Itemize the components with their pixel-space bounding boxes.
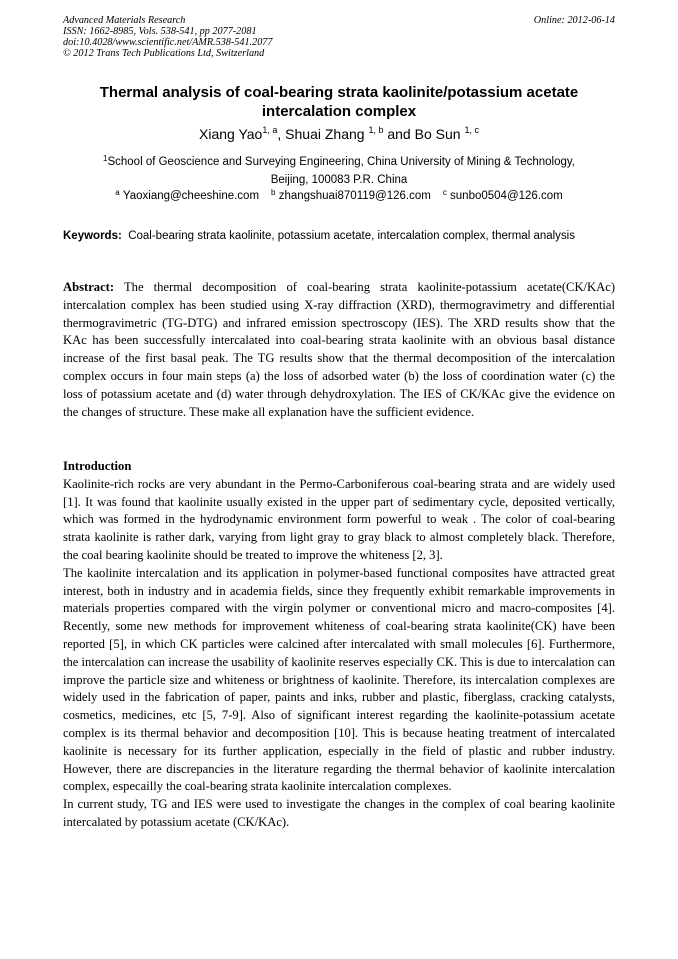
journal-doi: doi:10.4028/www.scientific.net/AMR.538-541.2077 xyxy=(63,37,273,48)
email-list xyxy=(63,188,615,204)
journal-name: Advanced Materials Research xyxy=(63,15,186,26)
affiliation-text: School of Geoscience and Surveying Engineering, China University of Mining & Technology, xyxy=(107,156,575,168)
paragraph: Kaolinite-rich rocks are very abundant in the Permo-Carboniferous coal-bearing strata and are widely used [1]. It was found that kaolinite usually existed in the upper part of sedimentary cycle, deposited vertically, which was formed in the hydrodynamic environment form powerful to weak . The color of coal-bearing strata kaolinite is rather dark, varying from light gray to gray black to almost completely black. Therefore, the coal bearing kaolinite should be treated to improve the whiteness [2, 3]. xyxy=(63,476,615,562)
online-date: Online: 2012-06-14 xyxy=(533,15,615,26)
author-name: Shuai Zhang xyxy=(285,126,365,142)
keywords-text: Coal-bearing strata kaolinite, potassium acetate, intercalation complex, thermal analysis xyxy=(128,230,575,242)
author-name: Xiang Yao xyxy=(199,126,263,142)
affiliation-line-1 xyxy=(63,153,615,171)
author-list xyxy=(63,125,615,143)
abstract-text: The thermal decomposition of coal-bearing strata kaolinite-potassium acetate(CK/KAc) intercalation complex has been studied using X-ray diffraction (XRD), thermogravimetry and differential thermogravimetric (TG-DTG) and infrared emission spectroscopy (IES). The XRD results show that the KAc has been successfully intercalated into coal-bearing strata kaolinite with an obvious basal distance increase of the first basal peak. The TG results show that the thermal decomposition of the intercalation complex occurs in four main steps (a) the loss of adsorbed water (b) the loss of coordination water (c) the loss of potassium acetate and (d) water through dehydroxylation. The IES of CK/KAc give the evidence on the changes of structure. These make all explanation have the sufficient evidence. xyxy=(63,280,616,419)
keywords xyxy=(63,228,615,244)
author-separator: and xyxy=(383,126,415,142)
introduction-section xyxy=(63,458,615,832)
email-address[interactable]: Yaoxiang@cheeshine.com xyxy=(122,190,260,202)
paragraph: In current study, TG and IES were used to investigate the changes in the complex of coal bearing kaolinite intercalated by potassium acetate (CK/KAc). xyxy=(63,797,615,829)
abstract xyxy=(63,279,615,421)
paper-title: Thermal analysis of coal-bearing strata kaolinite/potassium acetate intercalation complex xyxy=(99,84,579,120)
journal-header xyxy=(63,15,615,59)
email-mark: b xyxy=(271,188,276,197)
email-address[interactable]: sunbo0504@126.com xyxy=(450,190,563,202)
abstract-label: Abstract: xyxy=(63,280,115,294)
paragraph: The kaolinite intercalation and its application in polymer-based functional composites have attracted great interest, both in industry and in academia fields, since they frequently exhibit remarkable improvements in materials properties compared with the virgin polymer or conventional micro and macro-composites [4]. Recently, some new methods for improvement whiteness of coal-bearing strata kaolinite(CK) have been reported [5], in which CK particles were calcined after intercalated with small molecules [6]. Furthermore, the intercalation can increase the usability of kaolinite reserves especially CK. This is due to intercalation can improve the particle size and whiteness or brightness of kaolinite. Therefore, its intercalation complexes are widely used in the fabrication of paper, paints and inks, rubber and plastic, fiberglass, cracking catalysts, cosmetics, medicines, etc [5, 7-9]. Also of significant interest regarding the kaolinite-potassium acetate complex is its thermal behavior and decomposition [10]. This is because heating treatment of intercalated kaolinite is necessary for its further application, especially in the field of plastic and rubber industry. However, there are discrepancies in the literature regarding the thermal behavior of kaolinite intercalation complex, especailly the coal-bearing strata kaolinite intercalation complexes. xyxy=(63,565,615,794)
affiliation-line-2: Beijing, 100083 P.R. China xyxy=(270,174,408,186)
affiliation xyxy=(63,153,615,189)
email-mark: a xyxy=(115,188,120,197)
journal-issn: ISSN: 1662-8985, Vols. 538-541, pp 2077-2081 xyxy=(63,26,257,37)
author-separator: , xyxy=(277,126,286,142)
email-mark: c xyxy=(442,188,447,197)
keywords-label: Keywords: xyxy=(63,230,122,242)
journal-copyright: © 2012 Trans Tech Publications Ltd, Switzerland xyxy=(63,48,265,59)
author-affiliation-mark: 1, a xyxy=(262,125,278,135)
author-affiliation-mark: 1, b xyxy=(368,125,384,135)
author-affiliation-mark: 1, c xyxy=(464,125,479,135)
email-address[interactable]: zhangshuai870119@126.com xyxy=(278,190,431,202)
author-name: Bo Sun xyxy=(414,126,461,142)
introduction-heading: Introduction xyxy=(63,459,132,473)
affiliation-mark: 1 xyxy=(103,154,108,163)
